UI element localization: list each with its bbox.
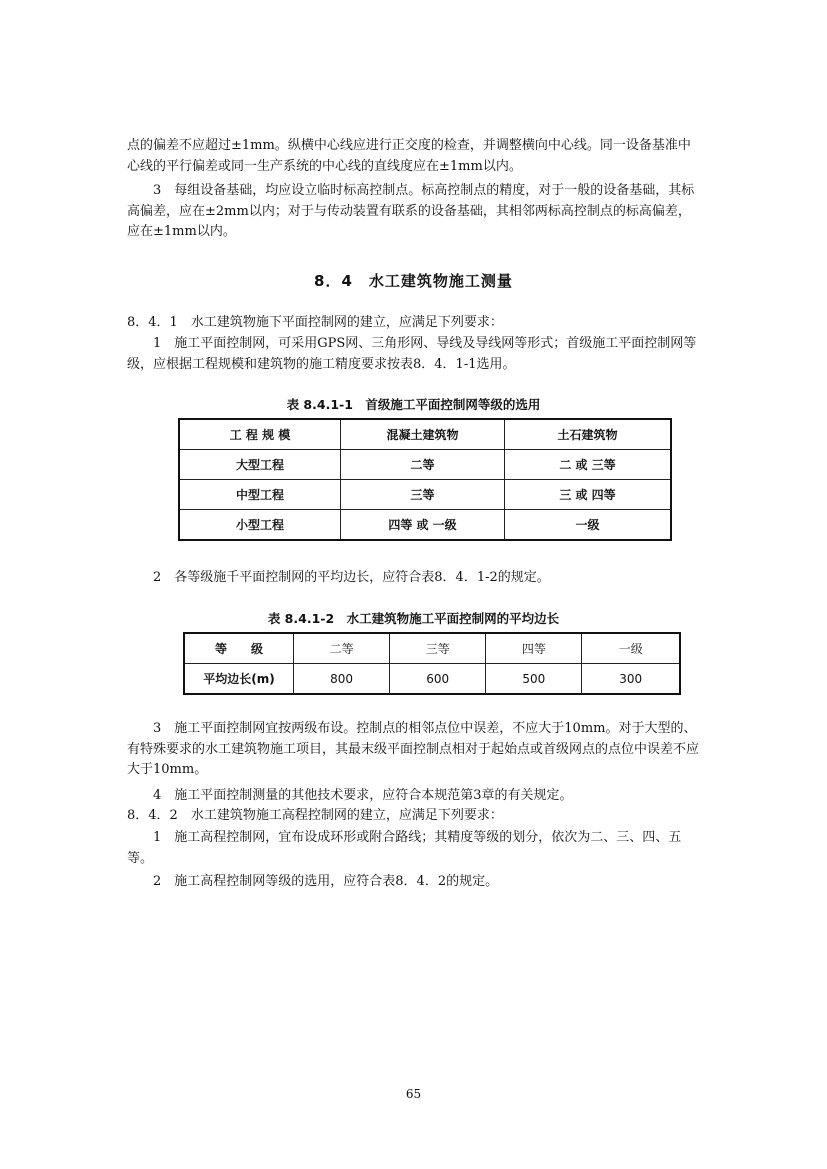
table-header-cell: 四等 <box>486 633 582 664</box>
table-cell: 二等 <box>341 450 505 480</box>
table-row <box>179 510 671 541</box>
table-cell: 500 <box>486 664 582 695</box>
table-cell: 一级 <box>505 510 672 541</box>
paragraph-item-2b: 2 施工高程控制网等级的选用，应符合表8．4．2的规定。 <box>153 874 499 889</box>
table-control-network-grade <box>178 418 672 541</box>
table-cell: 二 或 三等 <box>505 450 672 480</box>
clause-8-4-1: 8．4．1 水工建筑物施下平面控制网的建立，应满足下列要求： <box>127 315 503 330</box>
table-cell: 300 <box>582 664 680 695</box>
paragraph-item-2: 2 各等级施千平面控制网的平均边长，应符合表8．4．1-2的规定。 <box>153 570 550 585</box>
clause-8-4-2: 8．4．2 水工建筑物施工高程控制网的建立，应满足下列要求： <box>127 808 503 823</box>
table-header-cell: 工 程 规 模 <box>179 419 341 450</box>
paragraph-item-3b: 3 施工平面控制网宜按两级布设。控制点的相邻点位中误差，不应大于10mm。对于大型的、有特殊要求的水工建筑物施工项目，其最末级平面控制点相对于起始点或首级网点的点位中误差不应大于10mm。 <box>127 721 700 777</box>
table-header-cell: 混凝土建筑物 <box>341 419 505 450</box>
table-row <box>179 450 671 480</box>
table1-caption: 表 8.4.1-1 首级施工平面控制网等级的选用 <box>286 397 541 412</box>
table-header-cell: 一级 <box>582 633 680 664</box>
paragraph-item-4: 4 施工平面控制测量的其他技术要求，应符合本规范第3章的有关规定。 <box>153 788 573 803</box>
table-cell: 600 <box>390 664 486 695</box>
paragraph-item-1: 1 施工平面控制网，可采用GPS网、三角形网、导线及导线网等形式；首级施工平面控制网等级，应根据工程规模和建筑物的施工精度要求按表8．4．1-1选用。 <box>127 336 697 372</box>
table-header-row <box>179 419 671 450</box>
table-cell: 三 或 四等 <box>505 480 672 510</box>
table-cell: 四等 或 一级 <box>341 510 505 541</box>
table-row <box>179 480 671 510</box>
paragraph-continuation: 点的偏差不应超过±1mm。纵横中心线应进行正交度的检查，并调整横向中心线。同一设备基准中心线的平行偏差或同一生产系统的中心线的直线度应在±1mm以内。 <box>127 138 691 174</box>
table-header-cell: 土石建筑物 <box>505 419 672 450</box>
table-cell: 大型工程 <box>179 450 341 480</box>
section-heading: 8．4 水工建筑物施工测量 <box>314 272 513 290</box>
table-header-cell: 二等 <box>294 633 390 664</box>
table-cell: 三等 <box>341 480 505 510</box>
table-cell: 800 <box>294 664 390 695</box>
table-row <box>184 664 680 695</box>
paragraph-item-1b: 1 施工高程控制网，宜布设成环形或附合路线；其精度等级的划分，依次为二、三、四、五等。 <box>127 830 682 866</box>
table2-caption: 表 8.4.1-2 水工建筑物施工平面控制网的平均边长 <box>267 611 560 626</box>
page-number: 65 <box>405 1087 422 1101</box>
table-average-side-length <box>183 632 681 695</box>
table-header-cell: 等 级 <box>184 633 294 664</box>
table-cell: 小型工程 <box>179 510 341 541</box>
table-cell: 中型工程 <box>179 480 341 510</box>
table-header-cell: 三等 <box>390 633 486 664</box>
paragraph-item-3: 3 每组设备基础，均应设立临时标高控制点。标高控制点的精度，对于一般的设备基础，其标高偏差，应在±2mm以内；对于与传动装置有联系的设备基础，其相邻两标高控制点的标高偏差，应在±1mm以内。 <box>127 183 695 239</box>
table-cell: 平均边长(m) <box>184 664 294 695</box>
table-header-row <box>184 633 680 664</box>
